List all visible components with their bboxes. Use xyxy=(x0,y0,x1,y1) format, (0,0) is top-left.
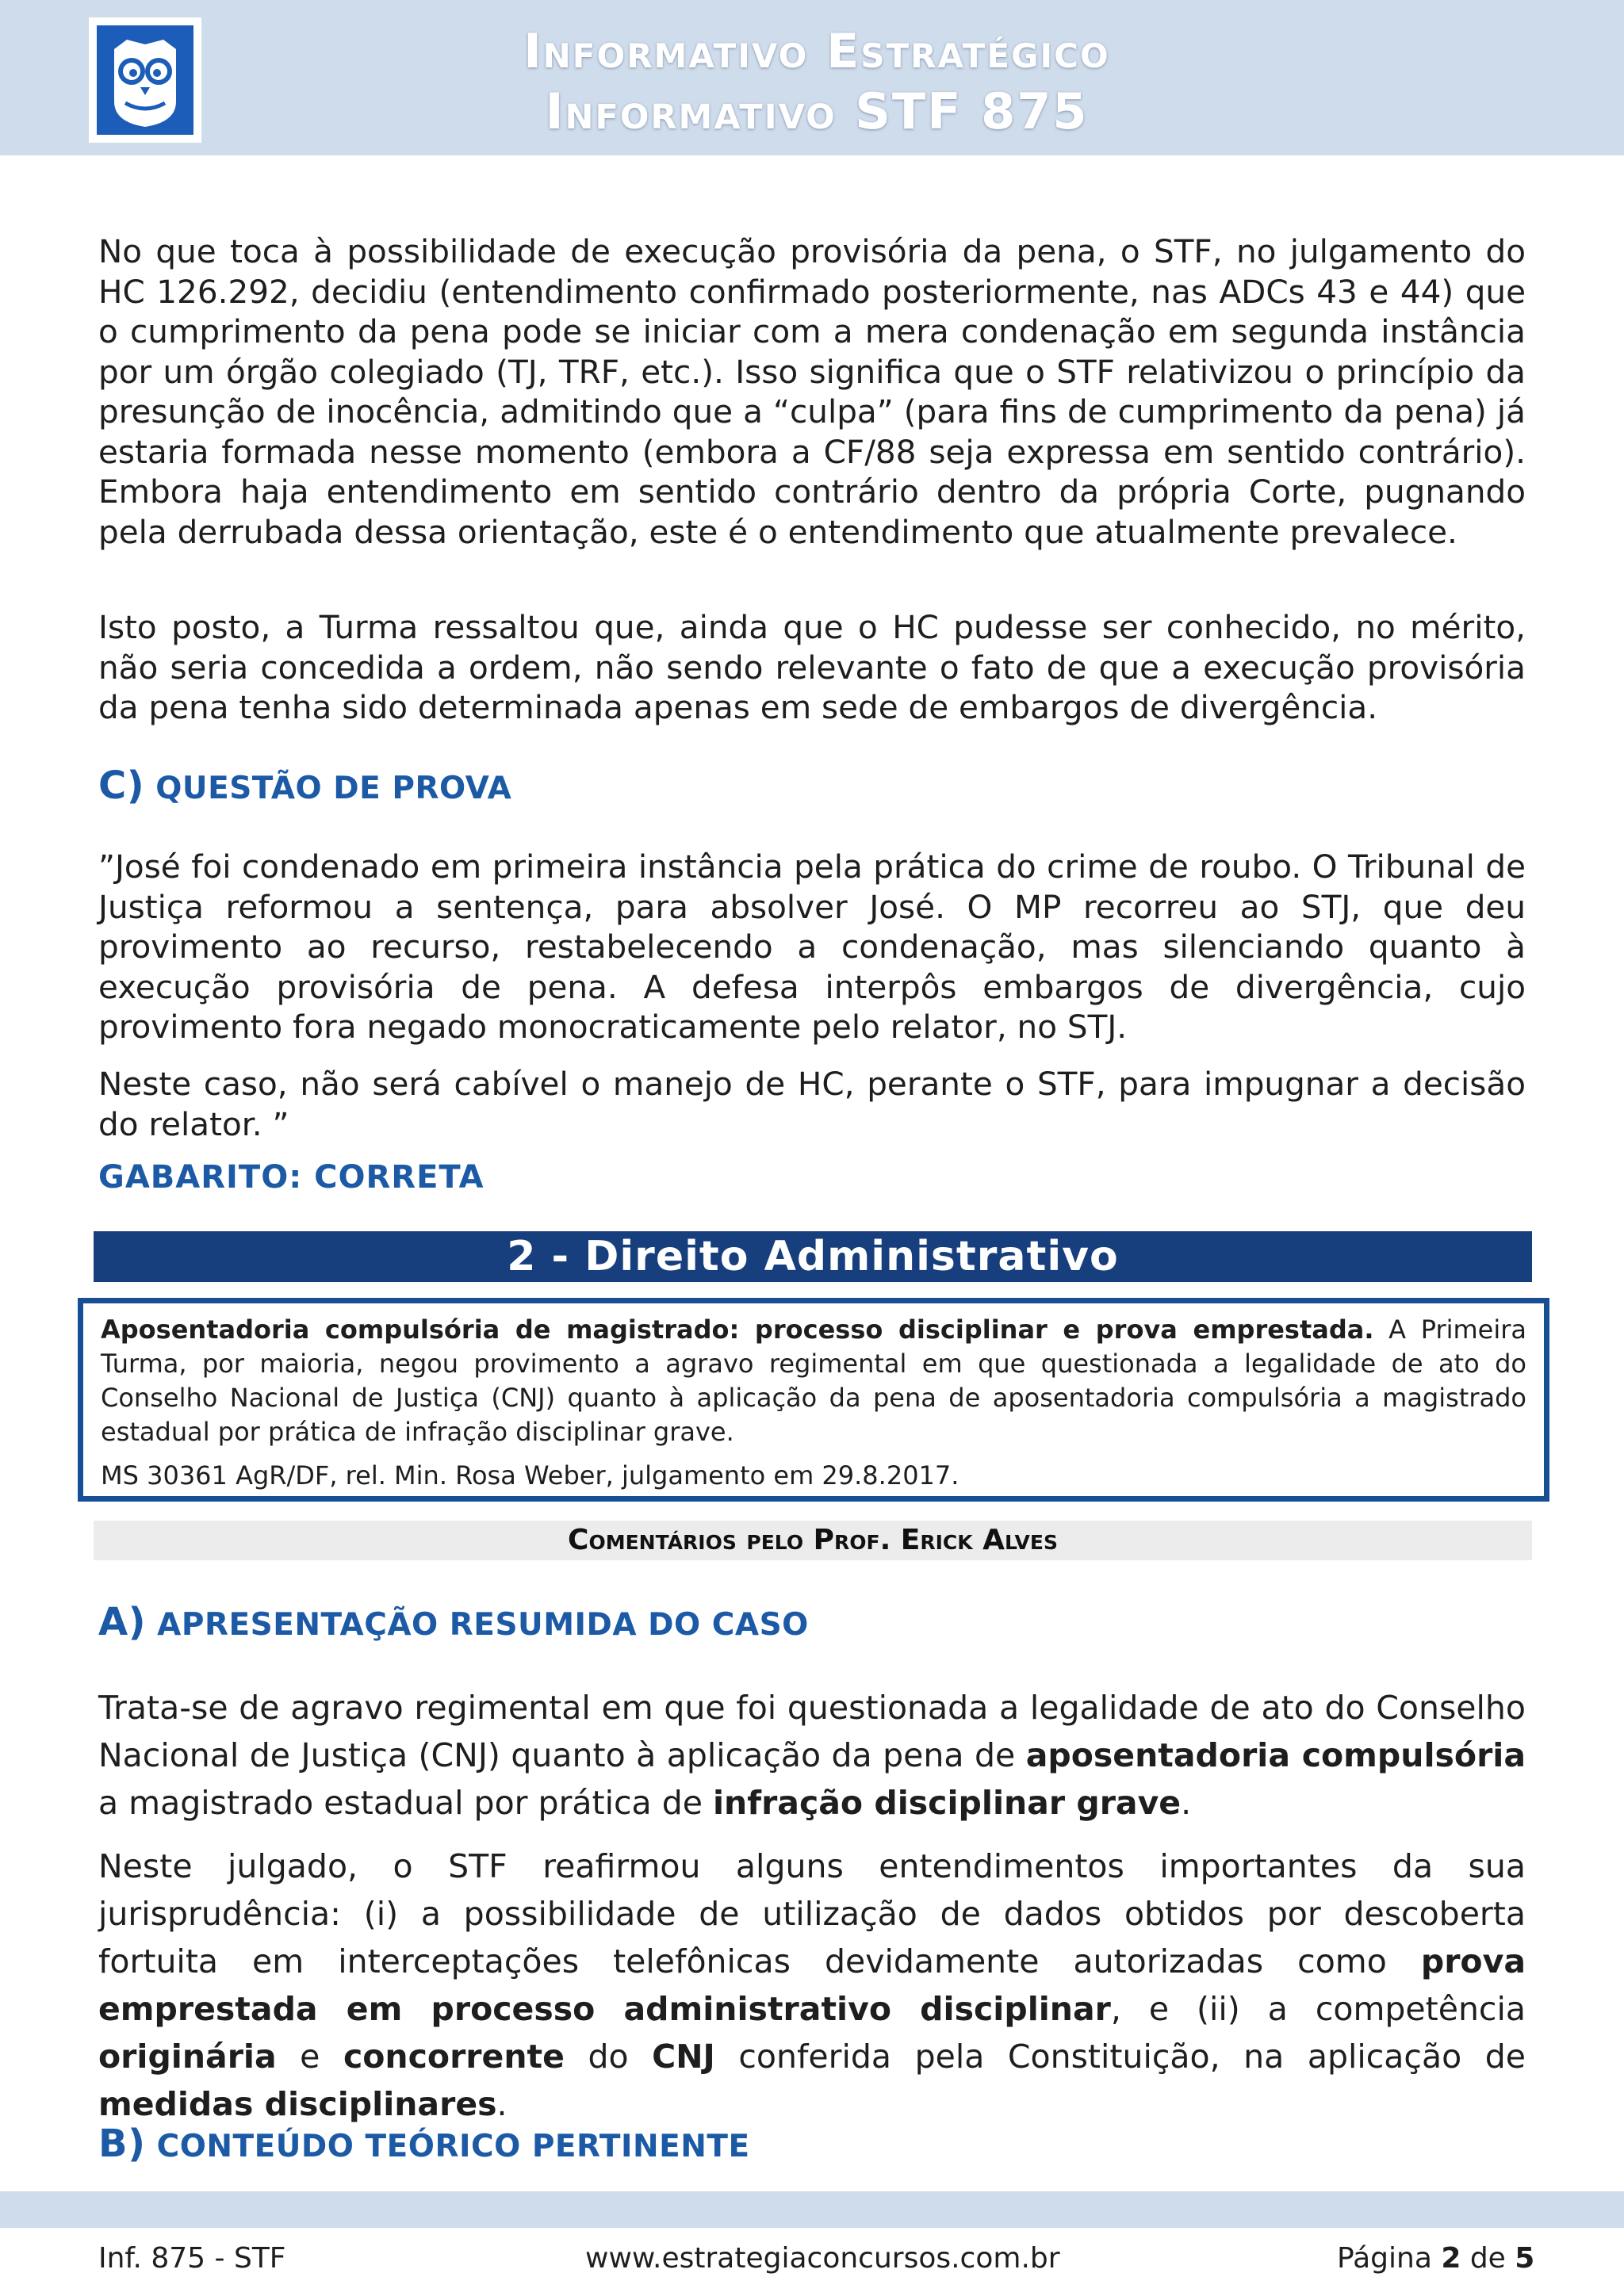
footer-doc-id: Inf. 875 - STF xyxy=(98,2242,286,2275)
answer-key: GABARITO: CORRETA xyxy=(98,1159,485,1196)
paragraph-execucao-provisoria: No que toca à possibilidade de execução provisória da pena, o STF, no julgamento do HC 126.292, decidiu (entendimento confirmado posteriormente, nas ADCs 43 e 44) que o cumprimento da pena pode se iniciar com a mera condenação em segunda instância por um órgão colegiado (TJ, TRF, etc.). Isso significa que o STF relativizou o princípio da presunção de inocência, admitindo que a “culpa” (para fins de cumprimento da pena) já estaria formada nesse momento (embora a CF/88 seja expressa em sentido contrário). Embora haja entendimento em sentido contrário dentro da própria Corte, pugnando pela derrubada dessa orientação, este é o entendimento que atualmente prevalece. xyxy=(98,232,1526,551)
paragraph-caso: Trata-se de agravo regimental em que foi questionada a legalidade de ato do Conselho Nacional de Justiça (CNJ) quanto à aplicação da pena de aposentadoria compulsória a magistrado estadual por prática de infração disciplinar grave. xyxy=(98,1689,1526,1822)
summary-box xyxy=(78,1298,1549,1502)
paragraph-questao: ”José foi condenado em primeira instância pela prática do crime de roubo. O Tribunal de Justiça reformou a sentença, para absolver José. O MP recorreu ao STJ, que deu provimento ao recurso, restabelecendo a condenação, mas silenciando quanto à execução provisória de pena. A defesa interpôs embargos de divergência, cujo provimento fora negado monocraticamente pelo relator, no STJ. xyxy=(98,848,1526,1046)
section-banner: 2 - Direito Administrativo xyxy=(94,1231,1532,1282)
header-subtitle: Informativo STF 875 xyxy=(545,82,1089,140)
comments-bar: Comentários pelo Prof. Erick Alves xyxy=(94,1521,1532,1560)
summary-text xyxy=(101,1313,1526,1449)
section-heading-text: QUESTÃO DE PROVA xyxy=(155,771,512,806)
paragraph-turma-ressaltou: Isto posto, a Turma ressaltou que, ainda que o HC pudesse ser conhecido, no mérito, não seria concedida a ordem, não sendo relevante o fato de que a execução provisória da pena tenha sido determinada apenas em sede de embargos de divergência. xyxy=(98,608,1526,726)
section-heading-teorico xyxy=(98,2122,750,2166)
section-letter: C) xyxy=(98,763,145,808)
footer-bar xyxy=(0,2191,1624,2228)
footer-page-number: Página 2 de 5 xyxy=(1337,2242,1535,2275)
section-heading-text: CONTEÚDO TEÓRICO PERTINENTE xyxy=(156,2129,750,2164)
owl-logo-icon xyxy=(97,25,193,135)
paragraph-julgado: Neste julgado, o STF reafirmou alguns entendimentos importantes da sua jurisprudência: (i) a possibilidade de utilização de dados obtidos por descoberta fortuita em interceptações telefônicas devidamente autorizadas como prova emprestada em processo administrativo disciplinar, e (ii) a competência originária e concorrente do CNJ conferida pela Constituição, na aplicação de medidas disciplinares. xyxy=(98,1847,1526,2123)
logo xyxy=(89,17,201,143)
summary-bold-lead: Aposentadoria compulsória de magistrado: processo disciplinar e prova emprestada. xyxy=(101,1314,1374,1345)
paragraph-questao-conclusao: Neste caso, não será cabível o manejo de HC, perante o STF, para impugnar a decisão do relator. ” xyxy=(98,1065,1526,1143)
section-heading-questao xyxy=(98,763,511,808)
section-heading-apresentacao xyxy=(98,1600,809,1644)
section-heading-text: APRESENTAÇÃO RESUMIDA DO CASO xyxy=(157,1607,809,1643)
summary-body: A Primeira Turma, por maioria, negou provimento a agravo regimental em que questionada a legalidade de ato do Conselho Nacional de Justiça (CNJ) quanto à aplicação da pena de aposentadoria compulsória a magistrado estadual por prática de infração disciplinar grave. xyxy=(101,1314,1527,1447)
section-letter: B) xyxy=(98,2122,146,2166)
page-header xyxy=(0,0,1624,155)
footer-website-link[interactable]: www.estrategiaconcursos.com.br xyxy=(585,2242,1060,2275)
header-title: Informativo Estratégico xyxy=(523,24,1110,79)
section-letter: A) xyxy=(98,1600,147,1644)
summary-citation: MS 30361 AgR/DF, rel. Min. Rosa Weber, julgamento em 29.8.2017. xyxy=(101,1460,959,1490)
